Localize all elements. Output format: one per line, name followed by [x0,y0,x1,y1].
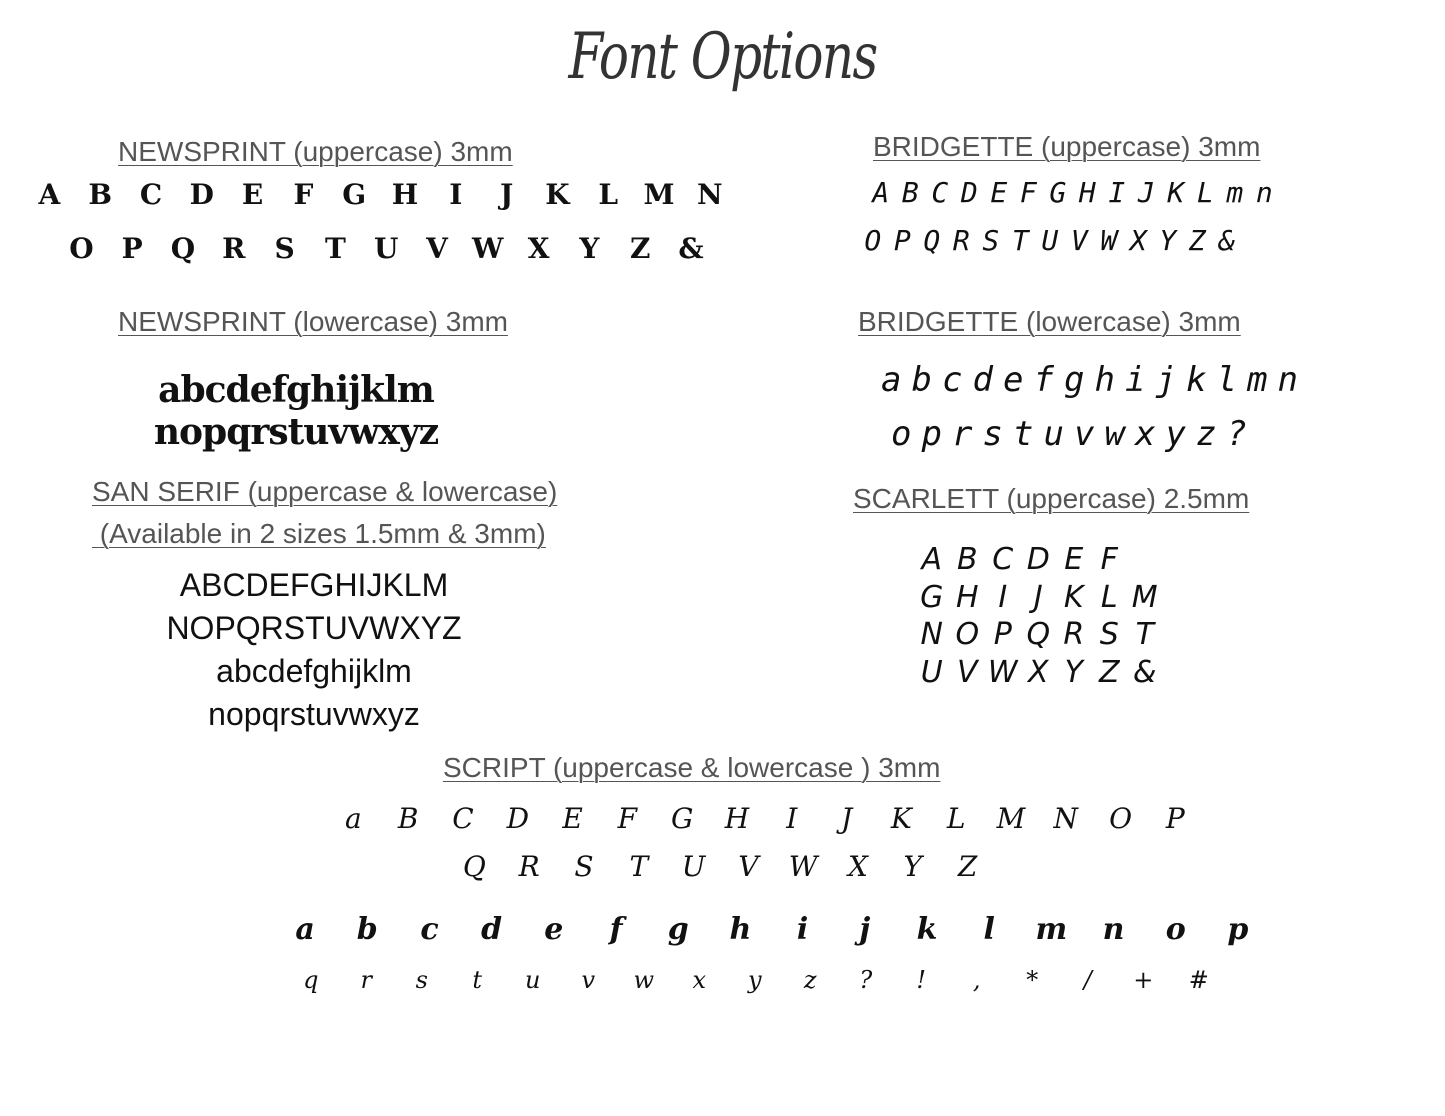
glyph: N [696,178,723,211]
glyph: V [1070,224,1088,257]
glyph: M [996,802,1026,835]
glyph: J [1137,176,1155,209]
san-serif-heading-line-1: SAN SERIF (uppercase & lowercase) [92,476,558,507]
glyph: H [724,802,750,835]
glyph: Z [1098,655,1120,690]
glyph: E [990,176,1008,209]
glyph: S [274,232,295,265]
glyph: I [1108,176,1126,209]
glyph: B [397,802,419,835]
glyph: p [1227,912,1249,947]
glyph: f [1033,360,1054,400]
glyph: t [1013,414,1034,454]
san-serif-heading-line-2: (Available in 2 sizes 1.5mm & 3mm) [92,518,546,549]
glyph: / [1083,966,1092,994]
glyph: s [415,966,428,994]
glyph: B [88,178,113,211]
glyph: r [952,414,973,454]
newsprint-lowercase-heading: NEWSPRINT (lowercase) 3mm [118,306,508,337]
glyph: K [1167,176,1185,209]
glyph: K [545,178,570,211]
glyph: W [1100,224,1118,257]
glyph: k [1186,360,1207,400]
glyph: l [1216,360,1237,400]
san-serif-line-3: abcdefghijklm [216,653,412,689]
glyph: j [859,912,871,947]
script-lowercase-row-1 [274,912,1269,947]
glyph: m [1247,360,1268,400]
glyph: F [1019,176,1037,209]
glyph: n [1102,912,1125,947]
san-serif-line-1: ABCDEFGHIJKLM [179,567,449,603]
glyph: z [1196,414,1217,454]
glyph: T [1135,617,1154,652]
glyph: s [982,414,1003,454]
glyph: w [633,966,655,994]
glyph: G [342,178,367,211]
glyph: X [848,850,868,883]
glyph: Y [579,232,600,265]
san-serif-line-2: NOPQRSTUVWXYZ [166,610,462,646]
glyph: p [921,414,942,454]
bridgette-uppercase-row-2 [858,224,1242,257]
glyph: D [1026,542,1050,577]
newsprint-lowercase-line-1: abcdefghijklm [158,369,434,411]
glyph: v [581,966,596,994]
glyph: L [1100,580,1118,615]
glyph: U [1041,224,1059,257]
scarlett-row-4 [914,655,1163,690]
glyph: P [1165,802,1185,835]
glyph: Q [1026,617,1051,652]
glyph: X [1027,655,1049,690]
glyph: u [525,966,541,994]
script-uppercase-row-1 [326,802,1203,835]
glyph: E [241,178,264,211]
glyph: t [472,966,483,994]
glyph: G [670,802,694,835]
glyph: I [786,802,798,835]
san-serif-sample [134,564,494,736]
scarlett-row-2 [914,580,1163,615]
glyph: Y [903,850,923,883]
script-lowercase-row-2 [283,966,1227,994]
glyph: Q [170,232,196,265]
glyph: Z [957,850,978,883]
glyph: U [920,655,943,690]
glyph: G [1049,176,1067,209]
glyph: l [983,912,995,947]
glyph: P [121,232,143,265]
script-heading: SCRIPT (uppercase & lowercase ) 3mm [443,752,941,783]
glyph: Z [629,232,651,265]
glyph: C [992,542,1014,577]
glyph: W [788,850,818,883]
glyph: S [574,850,594,883]
page-title: Font Options [568,20,877,94]
glyph: K [890,802,912,835]
glyph: c [420,912,439,947]
glyph: y [747,966,762,994]
glyph: + [1133,966,1154,994]
glyph: n [1277,360,1298,400]
glyph: i [1125,360,1146,400]
glyph: N [920,617,943,652]
glyph: ? [1226,414,1247,454]
glyph: R [222,232,246,265]
glyph: W [987,655,1018,690]
glyph: x [692,966,707,994]
glyph: j [1155,360,1176,400]
glyph: O [955,617,980,652]
glyph: H [391,178,419,211]
glyph: e [544,912,564,947]
glyph: h [1094,360,1115,400]
glyph: F [617,802,638,835]
glyph: x [1135,414,1156,454]
glyph: m [1035,912,1068,947]
glyph: Q [923,224,941,257]
glyph: Q [462,850,486,883]
glyph: w [1104,414,1125,454]
glyph: b [356,912,378,947]
glyph: g [667,912,689,947]
bridgette-lowercase-row-1 [876,360,1303,400]
glyph: A [921,542,943,577]
glyph: o [1165,912,1186,947]
glyph: d [481,912,503,947]
glyph: D [506,802,530,835]
glyph: D [960,176,978,209]
glyph: P [993,617,1012,652]
glyph: , [972,966,981,994]
newsprint-lowercase-line-2: nopqrstuvwxyz [153,411,439,453]
glyph: J [1033,580,1043,615]
glyph: F [1100,542,1118,577]
glyph: S [982,224,1000,257]
bridgette-lowercase-heading: BRIDGETTE (lowercase) 3mm [858,306,1241,337]
glyph: u [1043,414,1064,454]
glyph: C [139,178,163,211]
glyph: Y [1159,224,1177,257]
glyph: H [1078,176,1096,209]
glyph: J [840,802,853,835]
san-serif-line-4: nopqrstuvwxyz [208,696,420,732]
glyph: T [324,232,346,265]
glyph: M [643,178,675,211]
glyph: y [1165,414,1186,454]
script-uppercase-row-2 [447,850,995,883]
glyph: & [1218,224,1236,257]
glyph: F [293,178,314,211]
glyph: A [38,178,61,211]
glyph: V [956,655,978,690]
glyph: D [189,178,214,211]
glyph: I [449,178,463,211]
glyph: O [864,224,882,257]
glyph: V [738,850,759,883]
glyph: L [1196,176,1214,209]
glyph: S [1099,617,1119,652]
glyph: Z [1188,224,1206,257]
glyph: B [956,542,978,577]
glyph: c [942,360,963,400]
glyph: I [998,580,1008,615]
glyph: R [518,850,540,883]
newsprint-uppercase-row-2 [56,232,716,265]
glyph: T [1011,224,1029,257]
bridgette-uppercase-heading: BRIDGETTE (uppercase) 3mm [873,131,1261,162]
glyph: * [1026,966,1039,994]
glyph: C [931,176,949,209]
glyph: V [426,232,448,265]
glyph: L [598,178,618,211]
glyph: v [1074,414,1095,454]
glyph: k [916,912,938,947]
glyph: a [295,912,315,947]
glyph: b [911,360,932,400]
glyph: G [920,580,944,615]
glyph: M [1131,580,1158,615]
glyph: o [891,414,912,454]
scarlett-row-3 [914,617,1163,652]
glyph: i [796,912,809,947]
glyph: E [562,802,583,835]
glyph: Y [1064,655,1083,690]
glyph: ? [859,966,873,994]
glyph: R [952,224,970,257]
glyph: m [1226,176,1244,209]
newsprint-lowercase-sample [126,369,466,453]
glyph: U [681,850,706,883]
glyph: P [893,224,911,257]
scarlett-uppercase-heading: SCARLETT (uppercase) 2.5mm [853,483,1250,514]
bridgette-uppercase-row-1 [866,176,1279,209]
glyph: K [1063,580,1084,615]
glyph: a [881,360,902,400]
glyph: & [1133,655,1157,690]
glyph: X [1129,224,1147,257]
glyph: n [1255,176,1273,209]
glyph: B [901,176,919,209]
glyph: g [1064,360,1085,400]
glyph: O [69,232,94,265]
glyph: ! [916,966,927,994]
bridgette-lowercase-row-2 [886,414,1252,454]
glyph: d [972,360,993,400]
glyph: h [729,912,752,947]
glyph: J [499,178,514,211]
glyph: E [1064,542,1084,577]
glyph: H [955,580,979,615]
glyph: L [946,802,966,835]
glyph: a [345,802,362,835]
glyph: U [373,232,399,265]
glyph: R [1063,617,1085,652]
glyph: O [1109,802,1133,835]
glyph: q [303,966,319,994]
newsprint-uppercase-heading: NEWSPRINT (uppercase) 3mm [118,136,513,167]
glyph: & [678,232,704,265]
glyph: X [527,232,550,265]
scarlett-row-1 [914,542,1127,577]
glyph: T [629,850,649,883]
glyph: f [609,912,623,947]
glyph: e [1003,360,1024,400]
glyph: z [803,966,817,994]
glyph: C [452,802,474,835]
glyph: r [360,966,372,994]
glyph: A [872,176,890,209]
glyph: W [472,232,504,265]
newsprint-uppercase-row-1 [24,178,735,211]
glyph: # [1188,966,1209,994]
glyph: N [1053,802,1078,835]
